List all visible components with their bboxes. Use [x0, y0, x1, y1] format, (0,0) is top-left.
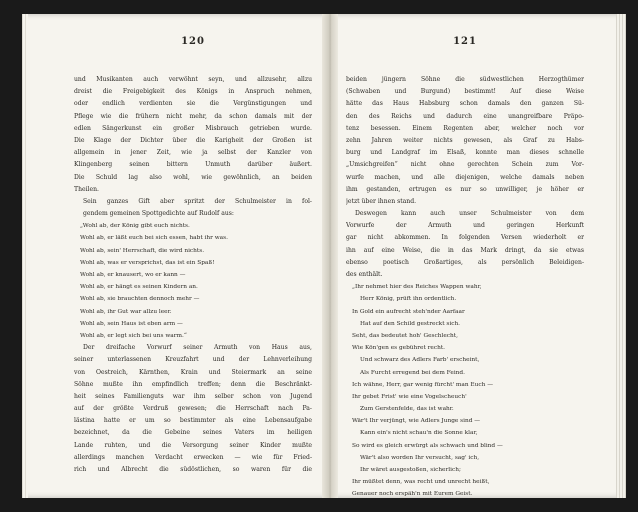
left-page-text-line: Wohl ab, er legt sich bei uns warm.“ — [80, 332, 187, 339]
left-page-text-line: heit seines Familienguts war ihm selber schon von Jugend — [74, 392, 312, 400]
left-page-text-line: edlen Sängerkunst ein großer Misbrauch getrieben wurde. — [74, 124, 312, 132]
right-page-text-line: Ihr wäret ausgestoßen, sicherlich; — [360, 467, 461, 473]
right-page-text-line: zehn Jahren weiter nichts gewesen, als Graf zu Habs- — [346, 136, 584, 144]
left-page-text-line: Die Klage der Dichter über die Karigheit der Großen ist — [74, 136, 312, 144]
right-page-text-line: In Gold ein aufrecht steh'nder Aarfaar — [352, 308, 465, 315]
right-page-body — [346, 74, 584, 498]
right-page-text-line: „Ihr nehmet hier des Reiches Wappen wahr, — [352, 284, 482, 291]
left-page-text-line: Wohl ab, sein Haus ist eben arm — — [80, 320, 183, 327]
right-page-text-line: Kann ein's nicht schau'n die Sonne klar, — [360, 430, 478, 437]
right-page-text-line: Deswegen kann auch unser Schulmeister von dem — [355, 210, 584, 218]
right-page-text-line: „Umsichgreifen“ nicht ohne gerechten Schein zum Vor- — [346, 161, 584, 169]
left-page-text-line: oder endlich verdienten sie die Vergünstigungen und — [74, 100, 312, 108]
right-page-text-line: ihm gestanden, ertrugen es nur so unwilliger, je höher er — [346, 185, 584, 193]
scanned-book-spread — [22, 14, 626, 498]
right-page-text-line: den des Reichs und dadurch eine unangreifbare Präpo- — [346, 112, 584, 120]
right-page — [346, 14, 584, 498]
right-page-text-line: Herr König, prüft ihn ordentlich. — [360, 296, 457, 303]
left-page-text-line: dreist die Freigebigkeit des Königs in Anspruch nehmen, — [74, 88, 312, 96]
right-page-text-line: (Schwaben und Burgund) bestimmt! Auf diese Weise — [346, 88, 584, 96]
right-page-text-line: ebenso poetisch Großartiges, als persönlich Beleidigen- — [346, 258, 584, 266]
right-page-text-line: Als Furcht erregend bei dem Feind. — [360, 369, 465, 376]
left-page-text-line: Wohl ab, was er versprichst, das ist ein Spaß! — [80, 259, 215, 266]
left-page-text-line: Söhne mußte ihn empfindlich treffen; denn die Beschränkt- — [74, 380, 312, 388]
right-page-text-line: Ich wähne, Herr, gar wenig fürcht' man Euch — — [352, 381, 494, 388]
left-page-text-line: Pflege wie die frühern nicht mehr, da schon damals mit der — [74, 112, 312, 120]
right-page-text-line: gar nicht abkommen. In folgenden Versen wiederholt er — [346, 234, 584, 242]
right-page-text-line: Vorwurfe der Armuth und geringen Herkunft — [346, 222, 584, 230]
right-page-text-line: Zum Gerstenfelde, das ist wahr. — [360, 406, 454, 413]
left-page-text-line: Die Schuld lag also wohl, wie gewöhnlich, an beiden — [74, 173, 312, 181]
left-page-text-line: seiner unterlassenen Kreuzfahrt und der Lehnverleihung — [74, 356, 312, 364]
left-page — [74, 14, 312, 498]
left-page-text-line: „Wohl ab, der König gibt euch nichts. — [80, 223, 190, 230]
page-edge-right — [616, 14, 626, 498]
left-page-text-line: Der dreifache Vorwurf seiner Armuth von Haus aus, — [83, 344, 312, 352]
left-page-text-line: auf der größte Verdruß gewesen; die Herrschaft nach Pa- — [74, 405, 312, 413]
right-page-text-line: Ihr gebet Frist' wie eine Vogelscheuch' — [352, 393, 467, 400]
left-page-text-line: Wohl ab, er hängt es seinen Kindern an. — [80, 284, 198, 291]
right-page-number: 121 — [453, 36, 477, 47]
right-page-text-line: Und schwarz des Adlers Farb' erscheint, — [360, 357, 480, 364]
left-page-text-line: Theilen. — [74, 185, 99, 193]
right-page-text-line: jetzt über ihnen stand. — [346, 197, 417, 205]
right-page-text-line: Ihr müßtet denn, was recht und unrecht heißt, — [352, 479, 490, 486]
left-page-text-line: Wohl ab, ihr Gut war allzu leer. — [80, 308, 172, 315]
right-page-text-line: hätte das Haus Habsburg schon damals den ganzen Sü- — [346, 100, 584, 108]
right-page-text-line: burg und Landgraf im Elsaß, konnte man dieses schnelle — [346, 149, 584, 157]
left-page-text-line: gendem gemeinen Spottgedichte auf Rudolf aus: — [83, 210, 234, 218]
left-page-text-line: Wohl ab, er läßt euch bei sich essen, habt ihr was. — [80, 235, 228, 242]
left-page-body — [74, 74, 312, 476]
book-gutter — [322, 14, 338, 498]
right-page-text-line: des enthält. — [346, 271, 383, 278]
left-page-text-line: Wohl ab, er knausert, wo er kann — — [80, 272, 186, 278]
left-page-text-line: Lande ruhten, und die Versorgung seiner Kinder mußte — [74, 441, 312, 449]
right-page-text-line: Seht, das bedeutet hoh' Geschlecht, — [352, 332, 458, 339]
left-page-text-line: rich und Albrecht die südöstlichen, so waren für die — [74, 466, 312, 473]
left-page-number: 120 — [181, 36, 205, 47]
left-page-text-line: und Musikanten auch verwöhnt seyn, und allzusehr, allzu — [74, 76, 312, 83]
right-page-text-line: beiden jüngern Söhne die südwestlichen Herzogthümer — [346, 76, 584, 83]
right-page-text-line: Wie Kön'gen es gebühret recht. — [352, 345, 445, 352]
page-edge-left — [22, 14, 28, 498]
left-page-text-line: von Oestreich, Kärnthen, Krain und Steiermark an seine — [74, 368, 312, 376]
right-page-text-line: wurfe machen, und alle diejenigen, welche damals neben — [346, 173, 584, 181]
right-page-text-line: Hat auf den Schild gestreckt sich. — [360, 320, 461, 327]
left-page-text-line: lästina hatte er um so bestimmter als eine Lebensaufgabe — [74, 417, 312, 425]
left-page-text-line: Sein ganzes Gift aber spritzt der Schulmeister in fol- — [83, 197, 312, 205]
left-page-text-line: Klingenberg seinen bittern Unmuth darüber äußert. — [74, 161, 312, 169]
left-page-text-line: allerdings manchen Verdacht erwecken — wie für Fried- — [74, 453, 312, 461]
left-page-text-line: allgemein in jener Zeit, wie ja selbst der Kanzler von — [74, 149, 312, 157]
right-page-text-line: So wird es gleich erwürgt als schwach und blind — — [352, 442, 503, 449]
left-page-text-line: Wohl ab, sein' Herrschaft, die wird nichts. — [80, 247, 205, 254]
left-page-text-line: Wohl ab, sie brauchten dennoch mehr — — [80, 296, 200, 303]
right-page-text-line: Wär't Ihr verjüngt, wie Adlers Junge sind — — [352, 418, 481, 425]
left-page-text-line: bezeichnet, da die Gebeine seines Vaters im heiligen — [74, 429, 312, 437]
right-page-text-line: ihn auf eine Weise, die in das Mark dringt, da sie etwas — [346, 246, 584, 254]
right-page-text-line: Wär't also worden Ihr versucht, sag' ich, — [360, 454, 480, 461]
right-page-text-line: Genauer noch erspäh'n mit Eurem Geist. — [352, 491, 473, 498]
right-page-text-line: tenz besessen. Einem Regenten aber, welcher noch vor — [346, 124, 584, 132]
